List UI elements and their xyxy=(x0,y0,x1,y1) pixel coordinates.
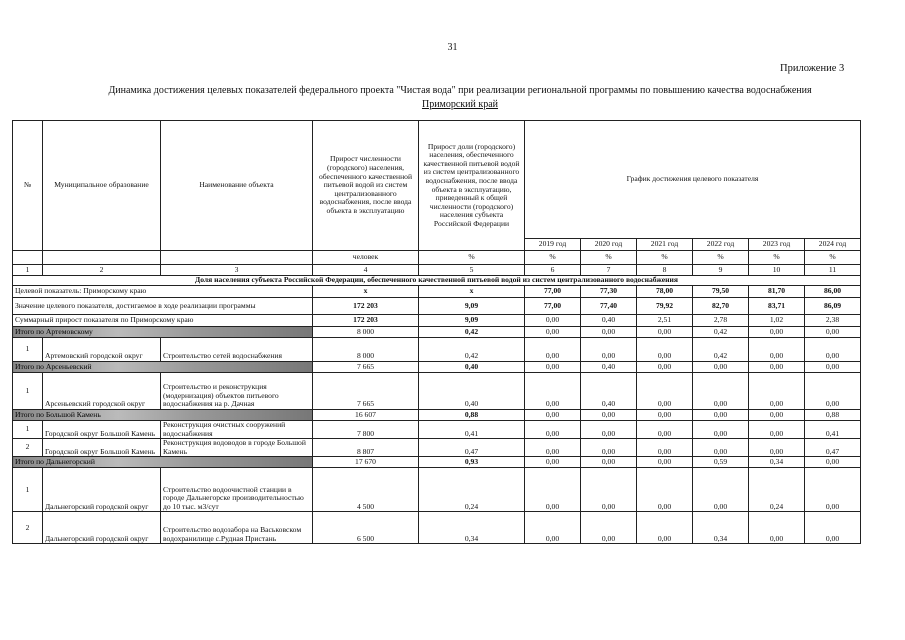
year-value: 0,00 xyxy=(805,457,861,468)
year-value: 0,00 xyxy=(581,421,637,439)
year-value: 0,00 xyxy=(749,327,805,338)
summary-label: Целевой показатель: Приморскому краю xyxy=(13,286,313,298)
year-value: 0,00 xyxy=(525,439,581,457)
year-value: 1,02 xyxy=(749,315,805,327)
year-value: 82,70 xyxy=(693,298,749,315)
header-pop-growth: Прирост численности (городского) населения, обеспеченного качественной питьевой водой из систем централизованного водоснабжения, после ввода объекта в эксплуатацию xyxy=(313,121,419,251)
column-number: 8 xyxy=(637,265,693,276)
year-value: 0,00 xyxy=(581,457,637,468)
object-row xyxy=(13,512,861,544)
page-number: 31 xyxy=(447,42,458,53)
year-value: 0,00 xyxy=(525,362,581,373)
year-value: 0,00 xyxy=(693,468,749,512)
share-value: 0,41 xyxy=(419,421,525,439)
year-value: 0,40 xyxy=(581,362,637,373)
header-year: 2019 год xyxy=(525,239,581,251)
summary-row xyxy=(13,298,861,315)
year-value: 86,09 xyxy=(805,298,861,315)
header-year: 2020 год xyxy=(581,239,637,251)
year-value: 81,70 xyxy=(749,286,805,298)
share-value: 0,47 xyxy=(419,439,525,457)
year-value: 0,00 xyxy=(525,315,581,327)
year-value: 0,00 xyxy=(693,373,749,410)
header-object: Наименование объекта xyxy=(161,121,313,251)
municipality-name: Артемовский городской округ xyxy=(43,338,161,362)
population-value: 7 800 xyxy=(313,421,419,439)
year-value: 0,00 xyxy=(637,338,693,362)
year-value: 0,00 xyxy=(525,338,581,362)
year-value: 0,00 xyxy=(805,338,861,362)
municipality-name: Городской округ Большой Камень xyxy=(43,439,161,457)
year-value: 77,00 xyxy=(525,298,581,315)
population-value: 8 807 xyxy=(313,439,419,457)
year-value: 0,24 xyxy=(749,468,805,512)
year-value: 77,00 xyxy=(525,286,581,298)
row-number: 1 xyxy=(13,421,43,439)
year-value: 83,71 xyxy=(749,298,805,315)
share-value: 0,93 xyxy=(419,457,525,468)
population-value: 4 500 xyxy=(313,468,419,512)
year-value: 0,00 xyxy=(637,512,693,544)
total-label: Итого по Дальнегорский xyxy=(13,457,313,468)
year-value: 0,00 xyxy=(749,373,805,410)
share-value: 9,09 xyxy=(419,315,525,327)
header-no: № xyxy=(13,121,43,251)
year-value: 0,00 xyxy=(637,421,693,439)
column-number: 10 xyxy=(749,265,805,276)
year-value: 0,00 xyxy=(693,362,749,373)
header-year: 2024 год xyxy=(805,239,861,251)
share-value: 0,40 xyxy=(419,373,525,410)
year-value: 0,00 xyxy=(525,457,581,468)
object-row xyxy=(13,373,861,410)
year-value: 2,51 xyxy=(637,315,693,327)
year-value: 0,00 xyxy=(749,410,805,421)
population-value: 6 500 xyxy=(313,512,419,544)
year-value: 0,00 xyxy=(805,327,861,338)
summary-row xyxy=(13,315,861,327)
summary-label: Суммарный прирост показателя по Приморскому краю xyxy=(13,315,313,327)
column-number: 11 xyxy=(805,265,861,276)
column-number: 5 xyxy=(419,265,525,276)
year-value: 0,00 xyxy=(749,512,805,544)
document-title xyxy=(30,84,890,112)
share-value: 0,24 xyxy=(419,468,525,512)
object-name: Строительство и реконструкция (модернизация) объектов питьевого водоснабжения на р. Дачная xyxy=(161,373,313,410)
year-value: 0,00 xyxy=(805,373,861,410)
column-number: 2 xyxy=(43,265,161,276)
row-number: 2 xyxy=(13,439,43,457)
population-value: 7 665 xyxy=(313,373,419,410)
object-name: Реконструкция очистных сооружений водоснабжения xyxy=(161,421,313,439)
share-value: x xyxy=(419,286,525,298)
row-number: 1 xyxy=(13,468,43,512)
year-value: 0,00 xyxy=(749,421,805,439)
object-name: Строительство водозабора на Васьковском водохранилище с.Рудная Пристань xyxy=(161,512,313,544)
year-value: 0,00 xyxy=(581,439,637,457)
section-title: Доля населения субъекта Российской Федерации, обеспеченного качественной питьевой водой из систем централизованного водоснабжения xyxy=(13,276,861,286)
units-row xyxy=(13,251,861,265)
header-unit: человек xyxy=(313,251,419,265)
object-name: Реконструкция водоводов в городе Большой Камень xyxy=(161,439,313,457)
year-value: 0,00 xyxy=(637,327,693,338)
total-row xyxy=(13,410,861,421)
share-value: 0,42 xyxy=(419,338,525,362)
summary-label: Значение целевого показателя, достигаемое в ходе реализации программы xyxy=(13,298,313,315)
column-number: 6 xyxy=(525,265,581,276)
year-value: 0,59 xyxy=(693,457,749,468)
object-row xyxy=(13,468,861,512)
total-label: Итого по Артемовскому xyxy=(13,327,313,338)
year-value: 79,50 xyxy=(693,286,749,298)
title-region: Приморский край xyxy=(421,99,499,110)
object-row xyxy=(13,338,861,362)
section-title-row xyxy=(13,276,861,286)
year-value: 77,40 xyxy=(581,298,637,315)
header-share-growth: Прирост доли (городского) населения, обеспеченного качественной питьевой водой из систем централизованного водоснабжения, после ввода объекта в эксплуатацию, приведенный к общей численности (городского) населения субъекта Российской Федерации xyxy=(419,121,525,251)
total-label: Итого по Большой Камень xyxy=(13,410,313,421)
share-value: 9,09 xyxy=(419,298,525,315)
year-value: 0,00 xyxy=(749,439,805,457)
indicators-table xyxy=(12,120,861,544)
summary-row xyxy=(13,286,861,298)
header-unit: % xyxy=(419,251,525,265)
object-row xyxy=(13,439,861,457)
header-unit: % xyxy=(525,251,581,265)
population-value: 8 000 xyxy=(313,327,419,338)
header-year: 2021 год xyxy=(637,239,693,251)
year-value: 0,00 xyxy=(525,410,581,421)
row-number: 1 xyxy=(13,338,43,362)
year-value: 0,40 xyxy=(581,373,637,410)
year-value: 0,88 xyxy=(805,410,861,421)
header-unit: % xyxy=(749,251,805,265)
year-value: 0,00 xyxy=(637,457,693,468)
header-unit: % xyxy=(693,251,749,265)
municipality-name: Городской округ Большой Камень xyxy=(43,421,161,439)
row-number: 1 xyxy=(13,373,43,410)
year-value: 79,92 xyxy=(637,298,693,315)
municipality-name: Дальнегорский городской округ xyxy=(43,512,161,544)
total-row xyxy=(13,327,861,338)
row-number: 2 xyxy=(13,512,43,544)
header-unit: % xyxy=(637,251,693,265)
column-number: 4 xyxy=(313,265,419,276)
year-value: 2,78 xyxy=(693,315,749,327)
population-value: 172 203 xyxy=(313,315,419,327)
column-numbers-row xyxy=(13,265,861,276)
header-schedule: График достижения целевого показателя xyxy=(525,121,861,239)
year-value: 0,00 xyxy=(693,410,749,421)
year-value: 0,00 xyxy=(637,362,693,373)
year-value: 0,47 xyxy=(805,439,861,457)
population-value: 17 670 xyxy=(313,457,419,468)
year-value: 0,00 xyxy=(525,468,581,512)
population-value: 8 000 xyxy=(313,338,419,362)
year-value: 86,00 xyxy=(805,286,861,298)
year-value: 0,00 xyxy=(693,421,749,439)
population-value: 172 203 xyxy=(313,298,419,315)
header-municipality: Муниципальное образование xyxy=(43,121,161,251)
column-number: 3 xyxy=(161,265,313,276)
appendix-label: Приложение 3 xyxy=(780,63,845,74)
year-value: 77,30 xyxy=(581,286,637,298)
year-value: 0,34 xyxy=(749,457,805,468)
title-text: Динамика достижения целевых показателей федерального проекта "Чистая вода" при реализации региональной программы по повышению качества водоснабжения xyxy=(108,85,812,96)
year-value: 78,00 xyxy=(637,286,693,298)
year-value: 2,38 xyxy=(805,315,861,327)
year-value: 0,00 xyxy=(525,512,581,544)
header-unit: % xyxy=(805,251,861,265)
year-value: 0,00 xyxy=(749,362,805,373)
total-label: Итого по Арсеньевский xyxy=(13,362,313,373)
year-value: 0,00 xyxy=(637,439,693,457)
year-value: 0,00 xyxy=(581,468,637,512)
municipality-name: Дальнегорский городской округ xyxy=(43,468,161,512)
total-row xyxy=(13,457,861,468)
year-value: 0,00 xyxy=(581,512,637,544)
share-value: 0,34 xyxy=(419,512,525,544)
column-number: 7 xyxy=(581,265,637,276)
year-value: 0,00 xyxy=(637,373,693,410)
year-value: 0,41 xyxy=(805,421,861,439)
population-value: 16 607 xyxy=(313,410,419,421)
year-value: 0,34 xyxy=(693,512,749,544)
population-value: 7 665 xyxy=(313,362,419,373)
year-value: 0,40 xyxy=(581,315,637,327)
header-unit: % xyxy=(581,251,637,265)
year-value: 0,00 xyxy=(805,512,861,544)
year-value: 0,00 xyxy=(581,338,637,362)
year-value: 0,00 xyxy=(805,468,861,512)
share-value: 0,42 xyxy=(419,327,525,338)
year-value: 0,00 xyxy=(525,327,581,338)
column-number: 9 xyxy=(693,265,749,276)
year-value: 0,42 xyxy=(693,338,749,362)
total-row xyxy=(13,362,861,373)
header-year: 2022 год xyxy=(693,239,749,251)
year-value: 0,00 xyxy=(637,410,693,421)
municipality-name: Арсеньевский городской округ xyxy=(43,373,161,410)
year-value: 0,00 xyxy=(525,421,581,439)
object-name: Строительство водоочистной станции в городе Дальнегорске производительностью до 10 тыс. м3/сут xyxy=(161,468,313,512)
object-row xyxy=(13,421,861,439)
share-value: 0,88 xyxy=(419,410,525,421)
population-value: x xyxy=(313,286,419,298)
year-value: 0,00 xyxy=(805,362,861,373)
year-value: 0,00 xyxy=(637,468,693,512)
year-value: 0,00 xyxy=(581,327,637,338)
year-value: 0,00 xyxy=(525,373,581,410)
year-value: 0,00 xyxy=(581,410,637,421)
year-value: 0,42 xyxy=(693,327,749,338)
header-year: 2023 год xyxy=(749,239,805,251)
share-value: 0,40 xyxy=(419,362,525,373)
object-name: Строительство сетей водоснабжения xyxy=(161,338,313,362)
year-value: 0,00 xyxy=(749,338,805,362)
column-number: 1 xyxy=(13,265,43,276)
year-value: 0,00 xyxy=(693,439,749,457)
